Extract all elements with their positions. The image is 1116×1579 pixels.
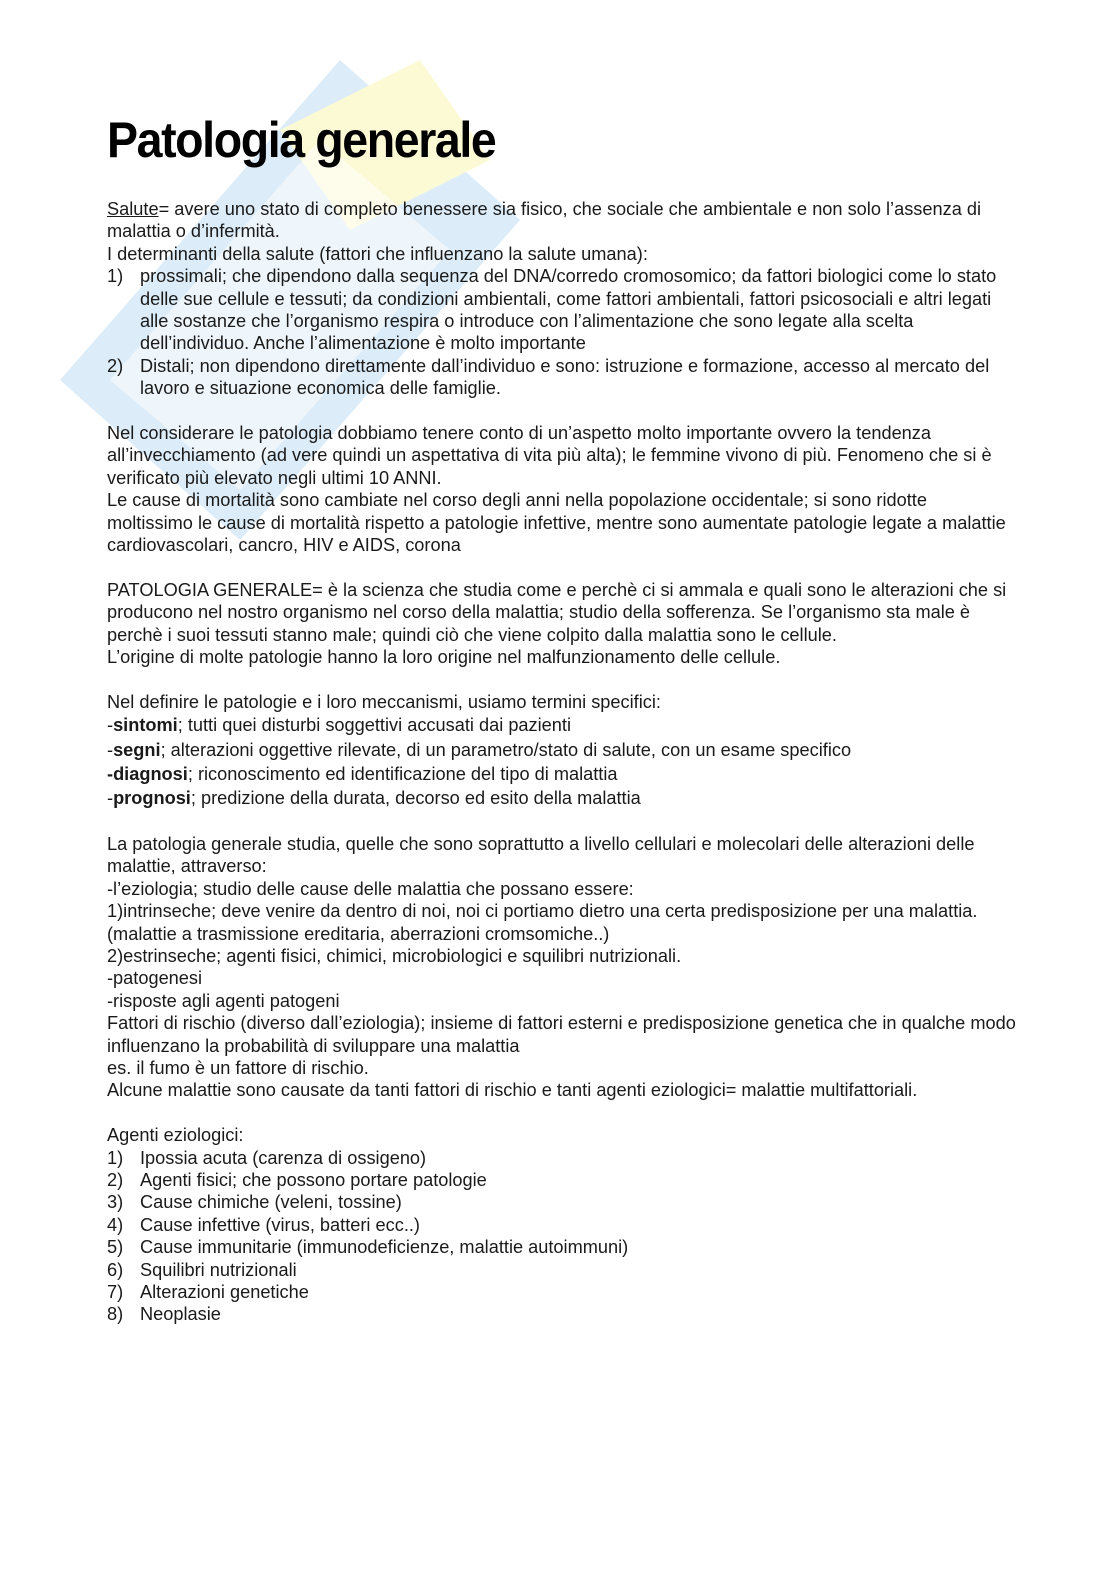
origine-paragraph: L’origine di molte patologie hanno la loro origine nel malfunzionamento delle cellule. <box>107 647 781 668</box>
list-number: 2) <box>107 355 124 376</box>
list-item: 2) Agenti fisici; che possono portare patologie <box>107 1169 487 1190</box>
mortalita-paragraph: Le cause di mortalità sono cambiate nel corso degli anni nella popolazione occidentale; si sono ridotte moltissimo le cause di mortalità rispetto a patologie infettive, mentre sono aumentate patologie legate a malattie cardiovascolari, cancro, HIV e AIDS, corona <box>107 490 1006 556</box>
studio-line: 1)intrinseche; deve venire da dentro di noi, noi ci portiamo dietro una certa predisposizione per una malattia. (malattie a trasmissione ereditaria, aberrazioni cromsomiche..) <box>107 901 978 944</box>
term-sintomi: -sintomi; tutti quei disturbi soggettivi accusati dai pazienti <box>107 715 572 736</box>
list-number: 1) <box>107 266 124 287</box>
agenti-list <box>107 1147 1017 1326</box>
list-item: 4) Cause infettive (virus, batteri ecc..) <box>107 1214 420 1235</box>
studio-line: Alcune malattie sono causate da tanti fattori di rischio e tanti agenti eziologici= malattie multifattoriali. <box>107 1080 918 1101</box>
studio-line: -l’eziologia; studio delle cause delle malattia che possano essere: <box>107 878 634 899</box>
agenti-intro: Agenti eziologici: <box>107 1125 244 1146</box>
determinanti-intro: I determinanti della salute (fattori che influenzano la salute umana): <box>107 243 648 264</box>
list-item <box>107 355 1017 400</box>
list-text: Distali; non dipendono direttamente dall’individuo e sono: istruzione e formazione, accesso al mercato del lavoro e situazione economica delle famiglie. <box>140 355 990 399</box>
agenti-section <box>107 1124 1017 1326</box>
invecchiamento-paragraph: Nel considerare le patologia dobbiamo tenere conto di un’aspetto molto importante ovvero la tendenza all’invecchiamento (ad vere quindi un aspettativa di vita più alta); le femmine vivono di più. Fenomeno che si è verificato più elevato negli ultimi 10 ANNI. <box>107 423 992 488</box>
salute-term: Salute <box>107 199 159 219</box>
determinanti-list <box>107 265 1017 399</box>
studio-line: -risposte agli agenti patogeni <box>107 990 340 1011</box>
list-item: 1) Ipossia acuta (carenza di ossigeno) <box>107 1147 427 1168</box>
studio-section <box>107 833 1017 1102</box>
document-page <box>107 108 1017 1326</box>
list-item: 5) Cause immunitarie (immunodeficienze, malattie autoimmuni) <box>107 1237 629 1258</box>
salute-definition: = avere uno stato di completo benessere sia fisico, che sociale che ambientale e non solo l’assenza di malattia o d’infermità. <box>107 199 982 242</box>
list-item: 3) Cause chimiche (veleni, tossine) <box>107 1192 402 1213</box>
term-segni: -segni; alterazioni oggettive rilevate, di un parametro/stato di salute, con un esame specifico <box>107 739 852 760</box>
salute-paragraph <box>107 198 1017 243</box>
term-diagnosi: -diagnosi; riconoscimento ed identificazione del tipo di malattia <box>107 763 618 784</box>
termini-intro: Nel definire le patologie e i loro meccanismi, usiamo termini specifici: <box>107 691 661 712</box>
studio-line: es. il fumo è un fattore di rischio. <box>107 1057 369 1078</box>
termini-section <box>107 691 1017 811</box>
patologia-generale-paragraph: PATOLOGIA GENERALE= è la scienza che studia come e perchè ci si ammala e quali sono le alterazioni che si producono nel nostro organismo nel corso della malattia; studio della sofferenza. Se l’organismo sta male è perchè i suoi tessuti stanno male; quindi ciò che viene colpito dalla malattia sono le cellule. <box>107 579 1007 645</box>
studio-line: 2)estrinseche; agenti fisici, chimici, microbiologici e squilibri nutrizionali. <box>107 945 682 966</box>
studio-line: -patogenesi <box>107 968 203 989</box>
list-item: 6) Squilibri nutrizionali <box>107 1259 297 1280</box>
studio-line: Fattori di rischio (diverso dall’eziologia); insieme di fattori esterni e predisposizione genetica che in qualche modo influenzano la probabilità di sviluppare una malattia <box>107 1013 1016 1056</box>
list-item <box>107 265 1017 355</box>
list-item: 8) Neoplasie <box>107 1304 221 1325</box>
list-item: 7) Alterazioni genetiche <box>107 1281 309 1302</box>
list-text: prossimali; che dipendono dalla sequenza del DNA/corredo cromosomico; da fattori biologici come lo stato delle sue cellule e tessuti; da condizioni ambientali, come fattori ambientali, fattori psicosociali e altri legati alle sostanze che l’organismo respira o introduce con l’alimentazione che sono legate alla scelta dell’individuo. Anche l’alimentazione è molto importante <box>140 266 997 354</box>
studio-line: La patologia generale studia, quelle che sono soprattutto a livello cellulari e molecolari delle alterazioni delle malattie, attraverso: <box>107 833 975 877</box>
term-prognosi: -prognosi; predizione della durata, decorso ed esito della malattia <box>107 788 641 809</box>
page-title: Patologia generale <box>107 112 496 168</box>
